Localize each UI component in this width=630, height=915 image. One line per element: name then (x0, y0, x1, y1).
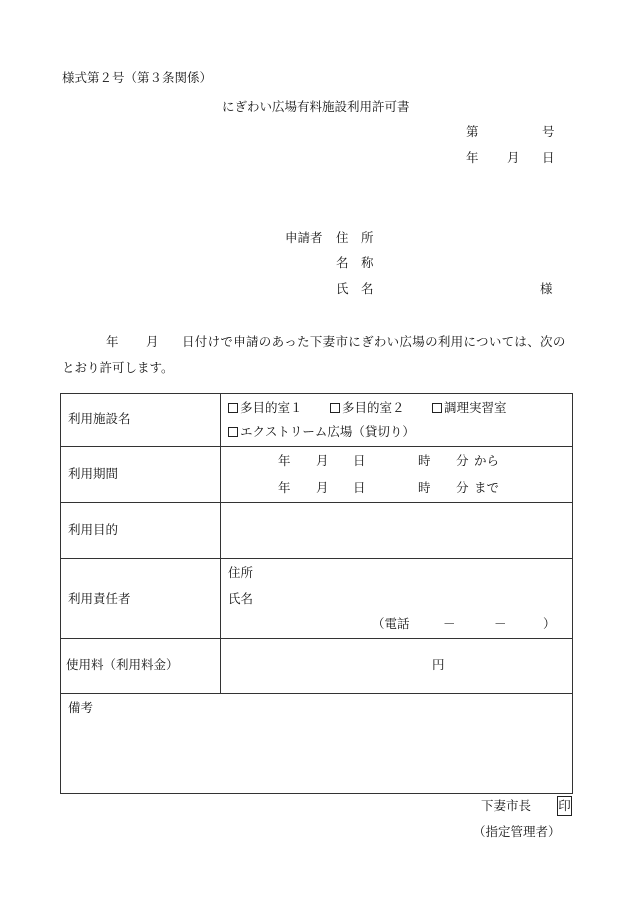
table-row-divider (60, 558, 573, 559)
period-from-minute: 分 (456, 454, 469, 468)
manager-label: （指定管理者） (473, 825, 561, 839)
applicant-honorific: 様 (540, 282, 553, 296)
period-from-month: 月 (316, 454, 329, 468)
date-month-unit: 月 (507, 151, 520, 165)
period-from-year: 年 (278, 454, 291, 468)
date-year-unit: 年 (466, 151, 479, 165)
responsible-name-label: 氏名 (228, 592, 254, 606)
period-to-minute: 分 (456, 481, 469, 495)
period-to-year: 年 (278, 481, 291, 495)
period-to-month: 月 (316, 481, 329, 495)
phone-open: （電話 (372, 617, 410, 631)
number-prefix: 第 (466, 125, 479, 139)
applicant-person-label: 氏 名 (336, 282, 374, 296)
body-line-2: とおり許可します。 (62, 361, 174, 375)
fee-label: 使用料（利用料金） (66, 658, 179, 672)
applicant-label: 申請者 (285, 231, 323, 245)
table-row-divider (60, 446, 573, 447)
remarks-label: 備考 (68, 701, 94, 715)
table-column-divider (220, 393, 221, 693)
facility-checkbox-4[interactable] (228, 427, 238, 437)
form-number: 様式第２号（第３条関係） (62, 71, 213, 85)
purpose-label: 利用目的 (68, 523, 119, 537)
mayor-label: 下妻市長 (481, 799, 532, 813)
applicant-address-label: 住 所 (336, 231, 374, 245)
period-to-hour: 時 (418, 481, 431, 495)
applicant-name-label: 名 称 (336, 256, 374, 270)
facility-option-4: エクストリーム広場（貸切り） (240, 425, 415, 439)
body-year-unit: 年 (106, 335, 119, 349)
fee-unit: 円 (432, 658, 445, 672)
responsible-address-label: 住所 (228, 566, 254, 580)
facility-checkbox-1[interactable] (228, 403, 238, 413)
facility-option-3: 調理実習室 (444, 401, 507, 415)
period-from-suffix: から (474, 454, 500, 468)
phone-dash-2: － (494, 617, 507, 631)
date-day-unit: 日 (542, 151, 555, 165)
facility-checkbox-3[interactable] (432, 403, 442, 413)
facility-label: 利用施設名 (68, 412, 131, 426)
period-label: 利用期間 (68, 467, 119, 481)
facility-option-1: 多目的室１ (240, 401, 303, 415)
facility-checkbox-2[interactable] (330, 403, 340, 413)
number-suffix: 号 (542, 125, 555, 139)
responsible-label: 利用責任者 (68, 592, 131, 606)
body-month-unit: 月 (146, 335, 159, 349)
phone-dash-1: － (443, 617, 456, 631)
period-from-day: 日 (353, 454, 366, 468)
body-line-1: 日付けで申請のあった下妻市にぎわい広場の利用については、次の (182, 335, 566, 349)
document-title: にぎわい広場有料施設利用許可書 (222, 100, 410, 114)
table-row-divider (60, 693, 573, 694)
period-to-day: 日 (353, 481, 366, 495)
period-from-hour: 時 (418, 454, 431, 468)
seal-box: 印 (557, 796, 572, 816)
facility-option-2: 多目的室２ (342, 401, 405, 415)
table-row-divider (60, 638, 573, 639)
table-row-divider (60, 502, 573, 503)
period-to-suffix: まで (474, 481, 500, 495)
phone-close: ） (543, 617, 556, 631)
